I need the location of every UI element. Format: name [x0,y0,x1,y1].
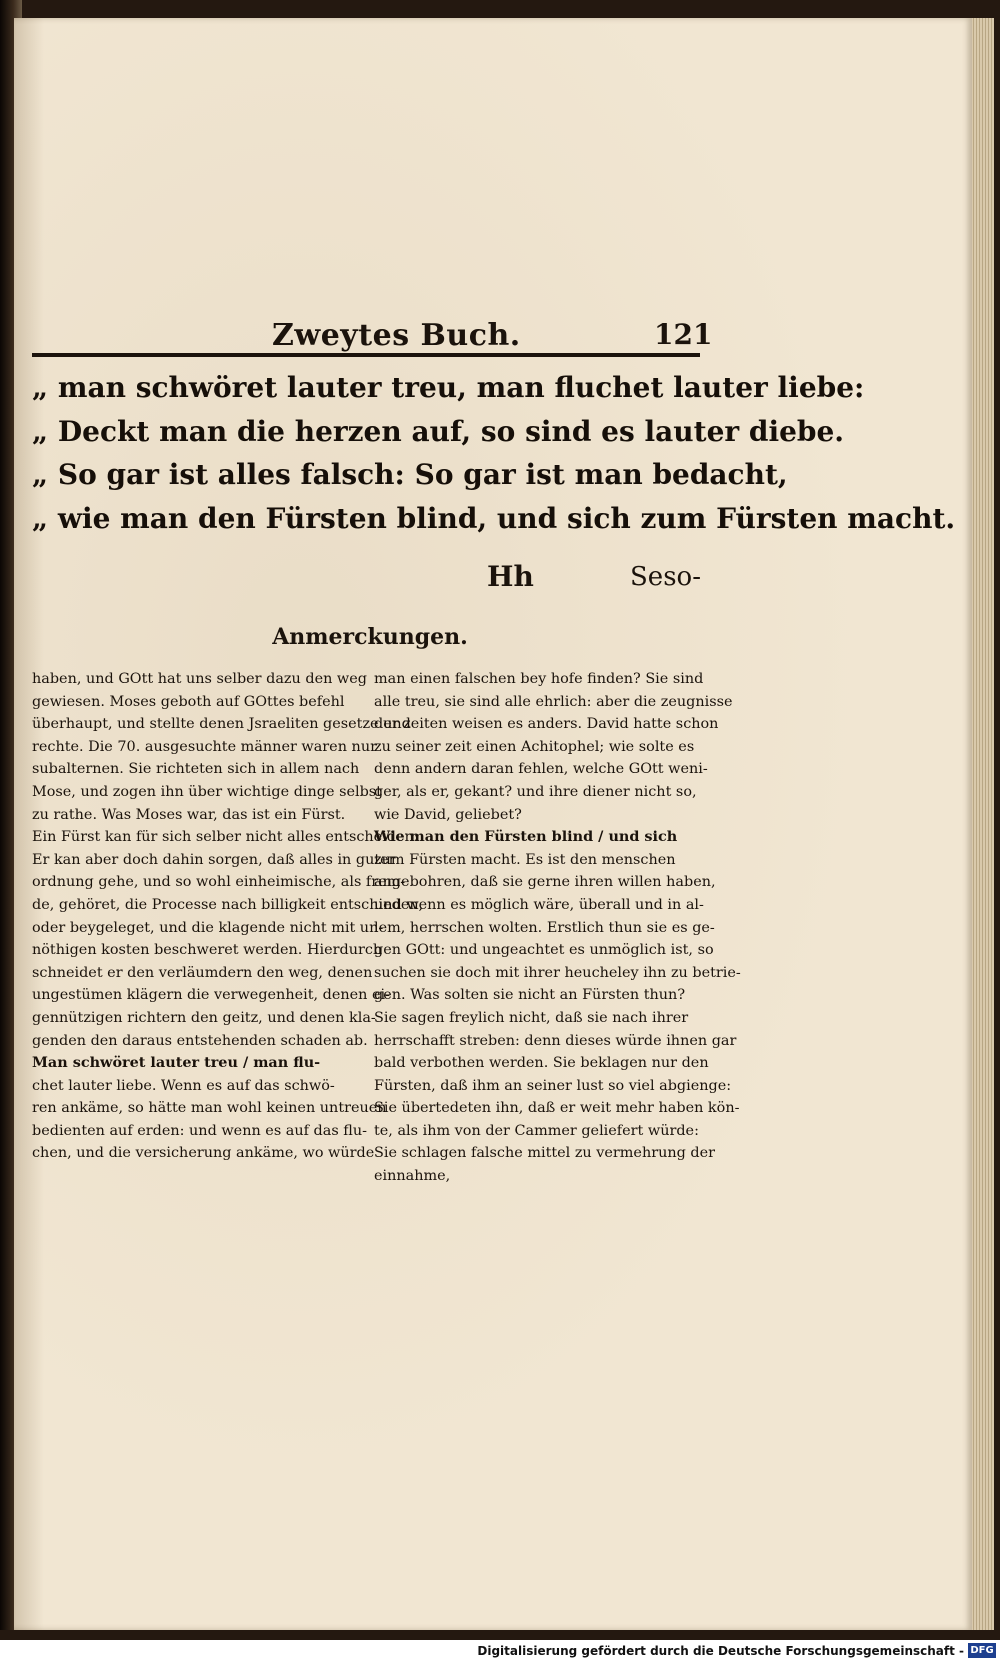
text-line: rechte. Die 70. ausgesuchte männer waren nur [32,738,377,755]
verse-line: „ wie man den Fürsten blind, und sich zum Fürsten macht. [32,501,956,535]
text-line: denn andern daran fehlen, welche GOtt weni- [374,761,708,778]
text-line: chet lauter liebe. Wenn es auf das schwö- [32,1077,335,1094]
text-line: überhaupt, und stellte denen Jsraeliten gesetze und [32,716,411,733]
text-line: chen, und die versicherung ankäme, wo würde [32,1145,375,1162]
text-line: gen. Was solten sie nicht an Fürsten thun? [374,987,686,1004]
text-line: gennützigen richtern den geitz, und denen kla- [32,1009,376,1026]
text-line: man einen falschen bey hofe finden? Sie sind [374,671,704,687]
text-line: wie David, geliebet? [374,806,522,823]
text-line: Mose, und zogen ihn über wichtige dinge selbst [32,783,382,800]
text-line: te, als ihm von der Cammer geliefert würde: [374,1122,699,1139]
text-line: Fürsten, daß ihm an seiner lust so viel abgienge: [374,1077,732,1094]
page-header [32,318,713,358]
text-line: ungestümen klägern die verwegenheit, denen ei- [32,987,390,1004]
text-line: suchen sie doch mit ihrer heucheley ihn zu betrie- [374,964,741,981]
text-line: bald verbothen werden. Sie beklagen nur den [374,1055,709,1072]
dfg-logo: DFG [968,1643,996,1658]
text-line: lem, herrschen wolten. Erstlich thun sie es ge- [374,919,715,936]
text-line: de, gehöret, die Processe nach billigkeit entschieden, [32,896,424,913]
catchword: Seso- [630,562,701,592]
section-heading: Anmerckungen. [272,624,468,650]
text-line: gen GOtt: und ungeachtet es unmöglich ist, so [374,942,714,959]
text-line: haben, und GOtt hat uns selber dazu den weg [32,671,367,687]
text-line: oder beygeleget, und die klagende nicht mit un- [32,919,384,936]
verse-line: „ Deckt man die herzen auf, so sind es lauter diebe. [32,414,845,448]
verse-block [32,366,956,540]
running-title: Zweytes Buch. [272,318,521,353]
text-line: ren ankäme, so hätte man wohl keinen untreuen [32,1100,387,1117]
header-rule [32,353,700,357]
text-line: bedienten auf erden: und wenn es auf das flu- [32,1122,368,1139]
text-line: Man schwöret lauter treu / man flu- [32,1054,321,1072]
text-line: genden den daraus entstehenden schaden ab. [32,1032,368,1049]
text-line: herrschafft streben: denn dieses würde ihnen gar [374,1032,737,1049]
signature-mark: Hh [487,560,534,593]
catchword-row [32,560,712,600]
text-line: nöthigen kosten beschweret werden. Hierdurch [32,942,383,959]
text-line: ger, als er, gekant? und ihre diener nicht so, [374,783,697,800]
text-line: schneidet er den verläumdern den weg, denen [32,964,373,981]
text-line: Ein Fürst kan für sich selber nicht alles entscheiden: [32,829,419,846]
text-line: gewiesen. Moses geboth auf GOttes befehl [32,693,345,710]
verse-line: „ So gar ist alles falsch: So gar ist man bedacht, [32,458,788,491]
text-line: Sie übertedeten ihn, daß er weit mehr haben kön- [374,1100,740,1117]
text-line: Er kan aber doch dahin sorgen, daß alles in guter [32,851,396,868]
text-line: subalternen. Sie richteten sich in allem nach [32,761,360,778]
text-line: der zeiten weisen es anders. David hatte schon [374,716,719,733]
text-line: zu rathe. Was Moses war, das ist ein Fürst. [32,806,346,823]
left-column [32,668,424,1165]
digitization-footer [0,1640,1000,1662]
text-line: ordnung gehe, und so wohl einheimische, als frem- [32,874,406,891]
text-line: zum Fürsten macht. Es ist den menschen [374,851,676,868]
text-line: Wie man den Fürsten blind / und sich [374,828,678,846]
page-number: 121 [654,318,713,351]
text-line: zu seiner zeit einen Achitophel; wie solte es [374,738,695,755]
verse-line: „ man schwöret lauter treu, man fluchet lauter liebe: [32,371,865,404]
text-line: und wenn es möglich wäre, überall und in al- [374,896,704,913]
text-line: Sie sagen freylich nicht, daß sie nach ihrer [374,1009,689,1026]
right-column [374,668,741,1188]
text-line: alle treu, sie sind alle ehrlich: aber die zeugnisse [374,693,733,710]
footer-credit: Digitalisierung gefördert durch die Deutsche Forschungsgemeinschaft - [477,1644,964,1658]
text-line: Sie schlagen falsche mittel zu vermehrung der [374,1145,716,1162]
text-line: einnahme, [374,1168,451,1185]
text-line: angebohren, daß sie gerne ihren willen haben, [374,874,716,891]
